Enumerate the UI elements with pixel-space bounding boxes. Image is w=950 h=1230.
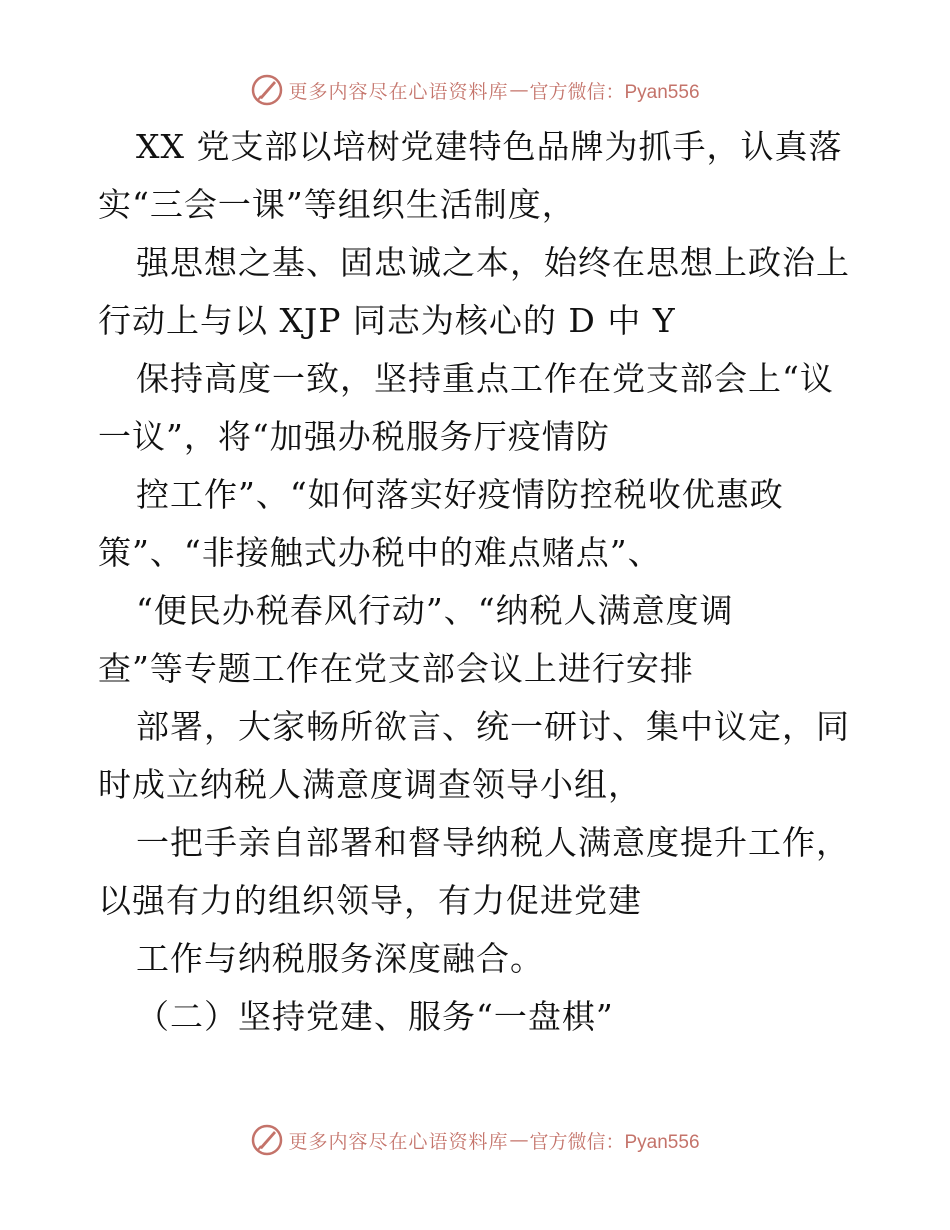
section-heading: （二）坚持党建、服务“一盘棋” [136, 997, 614, 1036]
paragraph-line: 一把手亲自部署和督导纳税人满意度提升工作， [136, 823, 850, 862]
paragraph-line: XX 党支部以培树党建特色品牌为抓手，认真落 [136, 127, 843, 166]
paragraph-line: 一议”，将“加强办税服务厅疫情防 [98, 417, 610, 456]
paragraph-line: 以强有力的组织领导，有力促进党建 [98, 881, 642, 920]
watermark-separator: — [509, 1129, 529, 1151]
watermark-site-text: 更多内容尽在心语资料库 [288, 1131, 509, 1153]
paragraph-line: 时成立纳税人满意度调查领导小组， [98, 765, 642, 804]
quill-logo-icon [250, 73, 284, 107]
paragraph-line: 保持高度一致，坚持重点工作在党支部会上“议 [136, 359, 834, 398]
quill-logo-icon [250, 1123, 284, 1157]
paragraph-line: “便民办税春风行动”、“纳税人满意度调 [136, 591, 734, 630]
paragraph-line: 部署，大家畅所欲言、统一研讨、集中议定，同 [136, 707, 850, 746]
paragraph-line: 工作与纳税服务深度融合。 [136, 939, 544, 978]
paragraph-line: 控工作”、“如何落实好疫情防控税收优惠政 [136, 475, 784, 514]
watermark-wechat-text: 官方微信：Pyan556 [529, 81, 700, 103]
watermark-site-text: 更多内容尽在心语资料库 [288, 81, 509, 103]
paragraph-line: 实“三会一课”等组织生活制度， [98, 185, 576, 224]
watermark-wechat-text: 官方微信：Pyan556 [529, 1131, 700, 1153]
paragraph-line: 查”等专题工作在党支部会议上进行安排 [98, 649, 694, 688]
paragraph-line: 策”、“非接触式办税中的难点赌点”、 [98, 533, 662, 572]
watermark-separator: — [509, 79, 529, 101]
header-watermark [0, 70, 950, 110]
paragraph-line: 强思想之基、固忠诚之本，始终在思想上政治上 [136, 243, 850, 282]
paragraph-line: 行动上与以 XJP 同志为核心的 D 中 Y [98, 301, 676, 340]
footer-watermark [0, 1120, 950, 1160]
document-body [98, 118, 858, 1046]
